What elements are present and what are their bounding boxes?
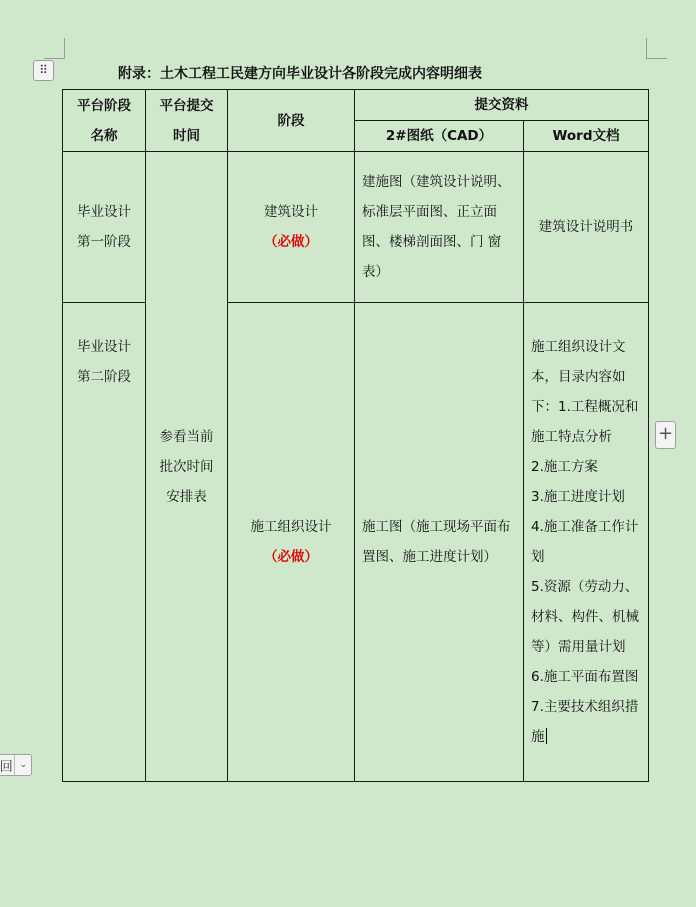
row1-stage	[228, 152, 355, 303]
row2-word-item-5: 6.施工平面布置图	[531, 669, 639, 685]
text-cursor	[546, 728, 547, 744]
row2-platform-stage-line1: 毕业设计	[77, 339, 131, 355]
row2-platform-stage	[63, 303, 146, 782]
row2-required-tag: （必做）	[264, 549, 318, 565]
row2-word-intro: 施工组织设计文本，目录内容如下：1.工程概况和施工特点分析	[531, 339, 639, 445]
row1-cad: 建施图（建筑设计说明、标准层平面图、正立面图、楼梯剖面图、门 窗表）	[355, 152, 524, 303]
header-submit-time-line2: 时间	[173, 127, 200, 144]
row1-platform-stage	[63, 152, 146, 303]
row2-word-item-4: 5.资源（劳动力、材料、构件、机械等）需用量计划	[531, 579, 639, 655]
paste-options-button[interactable]	[0, 754, 32, 776]
document-title: 附录：土木工程工民建方向毕业设计各阶段完成内容明细表	[118, 66, 482, 82]
row2-word[interactable]	[524, 303, 649, 782]
appendix-table	[62, 89, 649, 782]
submit-time-line1: 参看当前	[159, 428, 214, 445]
header-platform-stage-line1: 平台阶段	[77, 97, 131, 114]
row1-word: 建筑设计说明书	[524, 152, 649, 303]
row1-required-tag: （必做）	[264, 234, 318, 250]
row2-word-item-2: 3.施工进度计划	[531, 489, 625, 505]
table-move-handle-icon[interactable]: ⠿	[33, 60, 54, 81]
row2-word-item-3: 4.施工准备工作计划	[531, 519, 639, 565]
row2-cad: 施工图（施工现场平面布置图、施工进度计划）	[355, 303, 524, 782]
page-corner-mark-left	[44, 38, 65, 59]
header-submit-time-line1: 平台提交	[159, 97, 214, 114]
submit-time-line2: 批次时间	[159, 458, 214, 475]
row2-stage	[228, 303, 355, 782]
row2-stage-name: 施工组织设计	[250, 519, 332, 535]
row2-word-item-6: 7.主要技术组织措施	[531, 699, 639, 745]
header-platform-stage-line2: 名称	[90, 127, 118, 144]
header-word-docs: Word文档	[524, 121, 649, 152]
add-row-button[interactable]: +	[655, 421, 676, 449]
row2-platform-stage-line2: 第二阶段	[77, 369, 131, 385]
header-platform-stage	[63, 90, 146, 152]
row1-stage-name: 建筑设计	[264, 204, 318, 220]
page-corner-mark-right	[646, 38, 667, 59]
submit-time-cell	[146, 152, 228, 782]
header-cad-drawings: 2#图纸（CAD）	[355, 121, 524, 152]
chevron-down-icon: ⌄	[14, 755, 31, 775]
paste-icon: 回	[0, 759, 13, 775]
row1-platform-stage-line1: 毕业设计	[77, 204, 131, 220]
header-stage: 阶段	[228, 90, 355, 152]
submit-time-line3: 安排表	[166, 488, 207, 505]
row1-platform-stage-line2: 第一阶段	[77, 234, 131, 250]
header-submit-time	[146, 90, 228, 152]
header-materials: 提交资料	[355, 90, 649, 121]
row2-word-item-1: 2.施工方案	[531, 459, 598, 475]
